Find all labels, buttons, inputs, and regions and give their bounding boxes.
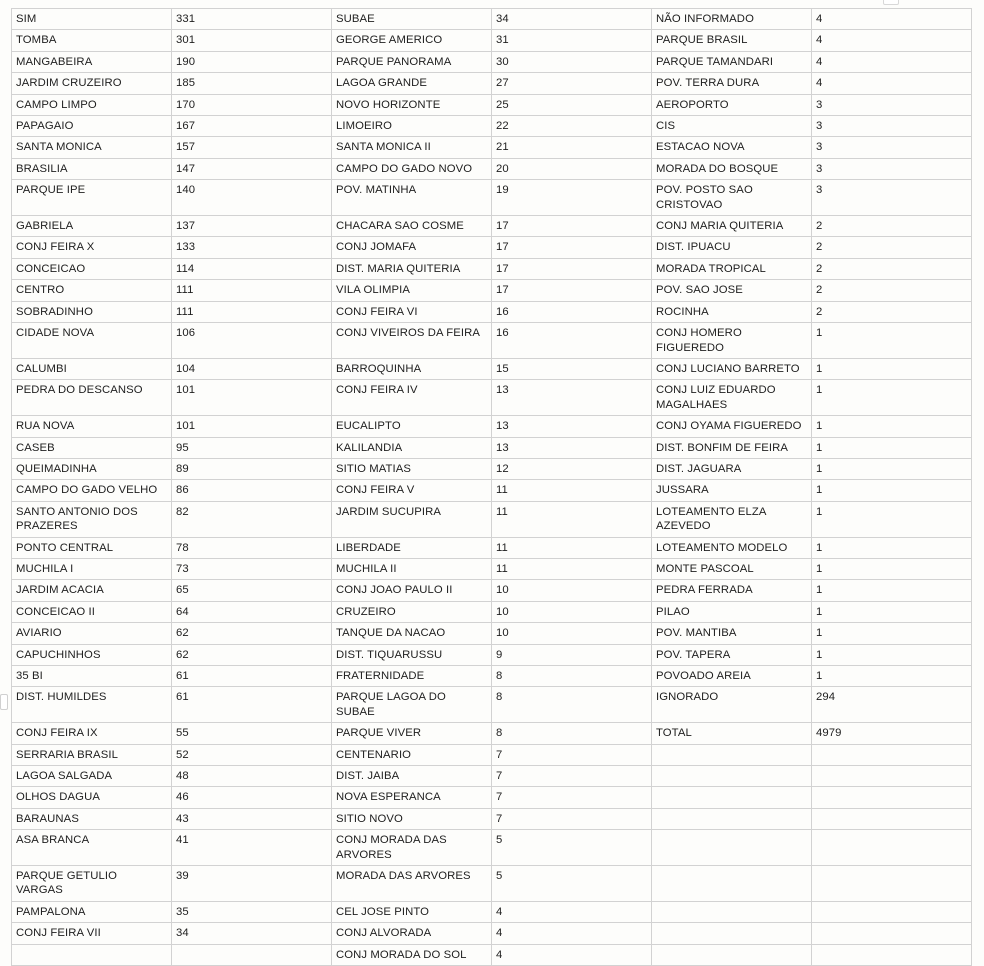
count-cell: 73 [172, 558, 332, 579]
table-row [12, 623, 972, 644]
count-cell: 20 [492, 158, 652, 179]
table-row [12, 666, 972, 687]
count-cell [812, 923, 972, 944]
neighborhood-cell: PARQUE GETULIO VARGAS [12, 866, 172, 902]
neighborhood-cell: CONJ VIVEIROS DA FEIRA [332, 323, 492, 359]
count-cell: 61 [172, 666, 332, 687]
neighborhood-cell: ESTACAO NOVA [652, 137, 812, 158]
neighborhood-cell: PARQUE BRASIL [652, 30, 812, 51]
table-row [12, 73, 972, 94]
count-cell: 170 [172, 94, 332, 115]
count-cell: 62 [172, 644, 332, 665]
neighborhood-cell [652, 808, 812, 829]
table-row [12, 501, 972, 537]
neighborhood-cell: CONJ MORADA DAS ARVORES [332, 830, 492, 866]
neighborhood-cell: TOMBA [12, 30, 172, 51]
count-cell: 31 [492, 30, 652, 51]
count-cell: 15 [492, 358, 652, 379]
count-cell [812, 808, 972, 829]
neighborhood-cell: CONCEICAO II [12, 601, 172, 622]
neighborhood-cell: DIST. JAIBA [332, 766, 492, 787]
count-cell: 55 [172, 723, 332, 744]
count-cell [812, 766, 972, 787]
count-cell: 133 [172, 237, 332, 258]
neighborhood-cell: SANTO ANTONIO DOS PRAZERES [12, 501, 172, 537]
neighborhood-cell: CAMPO DO GADO VELHO [12, 480, 172, 501]
table-row [12, 537, 972, 558]
table-row [12, 94, 972, 115]
count-cell: 82 [172, 501, 332, 537]
count-cell: 10 [492, 580, 652, 601]
neighborhood-cell: DIST. IPUACU [652, 237, 812, 258]
neighborhood-cell: MORADA TROPICAL [652, 258, 812, 279]
count-cell: 2 [812, 280, 972, 301]
neighborhood-cell: DIST. BONFIM DE FEIRA [652, 437, 812, 458]
count-cell: 114 [172, 258, 332, 279]
neighborhood-cell: IGNORADO [652, 687, 812, 723]
count-cell: 52 [172, 744, 332, 765]
count-cell: 1 [812, 558, 972, 579]
count-cell: 1 [812, 666, 972, 687]
table-row [12, 808, 972, 829]
neighborhood-cell: CONJ FEIRA V [332, 480, 492, 501]
neighborhood-cell: MANGABEIRA [12, 51, 172, 72]
neighborhood-cell: MONTE PASCOAL [652, 558, 812, 579]
neighborhood-cell: BARROQUINHA [332, 358, 492, 379]
neighborhood-cell: DIST. MARIA QUITERIA [332, 258, 492, 279]
neighborhood-cell: CONJ FEIRA IV [332, 380, 492, 416]
neighborhood-cell: SOBRADINHO [12, 301, 172, 322]
neighborhood-cell: SITIO MATIAS [332, 458, 492, 479]
table-row [12, 116, 972, 137]
neighborhood-cell: RUA NOVA [12, 416, 172, 437]
count-cell: 1 [812, 623, 972, 644]
count-cell: 11 [492, 480, 652, 501]
neighborhood-cell: LOTEAMENTO MODELO [652, 537, 812, 558]
table-row [12, 380, 972, 416]
count-cell: 95 [172, 437, 332, 458]
count-cell: 167 [172, 116, 332, 137]
count-cell: 331 [172, 9, 332, 30]
neighborhood-cell [652, 766, 812, 787]
count-cell: 3 [812, 180, 972, 216]
neighborhood-cell: SIM [12, 9, 172, 30]
neighborhood-cell: SANTA MONICA II [332, 137, 492, 158]
count-cell: 4 [492, 944, 652, 965]
count-cell: 8 [492, 687, 652, 723]
count-cell: 101 [172, 380, 332, 416]
count-cell: 34 [172, 923, 332, 944]
neighborhood-cell: DIST. TIQUARUSSU [332, 644, 492, 665]
count-cell: 1 [812, 458, 972, 479]
neighborhood-cell: LIMOEIRO [332, 116, 492, 137]
neighborhood-cell: AVIARIO [12, 623, 172, 644]
count-cell: 65 [172, 580, 332, 601]
count-cell: 157 [172, 137, 332, 158]
neighborhood-cell: PARQUE VIVER [332, 723, 492, 744]
table-row [12, 944, 972, 965]
count-cell: 30 [492, 51, 652, 72]
count-cell: 39 [172, 866, 332, 902]
count-cell: 185 [172, 73, 332, 94]
count-cell: 7 [492, 744, 652, 765]
table-row [12, 787, 972, 808]
table-row [12, 866, 972, 902]
neighborhood-cell: CIDADE NOVA [12, 323, 172, 359]
neighborhood-cell: CONJ FEIRA VII [12, 923, 172, 944]
table-row [12, 323, 972, 359]
table-row [12, 216, 972, 237]
neighborhood-cell: PARQUE LAGOA DO SUBAE [332, 687, 492, 723]
table-row [12, 280, 972, 301]
neighborhood-cell [12, 944, 172, 965]
neighborhood-cell: CEL JOSE PINTO [332, 901, 492, 922]
neighborhood-cell: DIST. JAGUARA [652, 458, 812, 479]
count-cell: 12 [492, 458, 652, 479]
table-row [12, 437, 972, 458]
count-cell: 4 [812, 9, 972, 30]
neighborhood-cell: BRASILIA [12, 158, 172, 179]
count-cell: 13 [492, 380, 652, 416]
neighborhood-cell: JARDIM ACACIA [12, 580, 172, 601]
neighborhood-cell: TANQUE DA NACAO [332, 623, 492, 644]
count-cell: 2 [812, 237, 972, 258]
count-cell: 25 [492, 94, 652, 115]
count-cell [812, 830, 972, 866]
table-row [12, 558, 972, 579]
neighborhood-cell: CENTRO [12, 280, 172, 301]
count-cell: 3 [812, 137, 972, 158]
count-cell: 106 [172, 323, 332, 359]
neighborhood-cell: CAPUCHINHOS [12, 644, 172, 665]
neighborhood-cell: POV. MANTIBA [652, 623, 812, 644]
neighborhood-cell: NÃO INFORMADO [652, 9, 812, 30]
table-row [12, 30, 972, 51]
neighborhood-cell: MORADA DAS ARVORES [332, 866, 492, 902]
count-cell: 1 [812, 501, 972, 537]
count-cell: 1 [812, 480, 972, 501]
neighborhood-cell: LAGOA GRANDE [332, 73, 492, 94]
neighborhood-cell: SERRARIA BRASIL [12, 744, 172, 765]
count-cell: 41 [172, 830, 332, 866]
count-cell: 78 [172, 537, 332, 558]
neighborhood-cell: LAGOA SALGADA [12, 766, 172, 787]
count-cell: 17 [492, 237, 652, 258]
neighborhood-cell: CIS [652, 116, 812, 137]
neighborhood-cell [652, 866, 812, 902]
count-cell: 294 [812, 687, 972, 723]
neighborhood-cell: QUEIMADINHA [12, 458, 172, 479]
count-cell: 7 [492, 787, 652, 808]
neighborhood-cell: ASA BRANCA [12, 830, 172, 866]
count-cell: 4 [812, 51, 972, 72]
neighborhood-cell: PARQUE TAMANDARI [652, 51, 812, 72]
neighborhood-cell: PEDRA FERRADA [652, 580, 812, 601]
neighborhood-cell: MUCHILA II [332, 558, 492, 579]
count-cell: 19 [492, 180, 652, 216]
neighborhood-cell: GEORGE AMERICO [332, 30, 492, 51]
count-cell: 10 [492, 601, 652, 622]
count-cell: 1 [812, 601, 972, 622]
count-cell: 111 [172, 280, 332, 301]
neighborhood-cell: CONJ HOMERO FIGUEREDO [652, 323, 812, 359]
count-cell: 43 [172, 808, 332, 829]
table-row [12, 580, 972, 601]
count-cell: 34 [492, 9, 652, 30]
count-cell: 27 [492, 73, 652, 94]
table-body [12, 9, 972, 966]
count-cell: 64 [172, 601, 332, 622]
count-cell: 13 [492, 437, 652, 458]
count-cell: 7 [492, 808, 652, 829]
neighborhood-cell: PARQUE IPE [12, 180, 172, 216]
count-cell: 4 [812, 73, 972, 94]
neighborhood-cell: JARDIM SUCUPIRA [332, 501, 492, 537]
neighborhood-cell: SANTA MONICA [12, 137, 172, 158]
neighborhood-cell: NOVA ESPERANCA [332, 787, 492, 808]
table-row [12, 766, 972, 787]
count-cell: 17 [492, 280, 652, 301]
neighborhood-cell: CRUZEIRO [332, 601, 492, 622]
neighborhood-cell: AEROPORTO [652, 94, 812, 115]
neighborhood-cell: CONJ OYAMA FIGUEREDO [652, 416, 812, 437]
count-cell: 17 [492, 216, 652, 237]
neighborhood-cell: CONJ LUIZ EDUARDO MAGALHAES [652, 380, 812, 416]
table-row [12, 237, 972, 258]
neighborhood-cell: CONJ JOMAFA [332, 237, 492, 258]
count-cell: 22 [492, 116, 652, 137]
count-cell: 10 [492, 623, 652, 644]
count-cell: 4979 [812, 723, 972, 744]
neighborhood-cell: PAPAGAIO [12, 116, 172, 137]
table-row [12, 51, 972, 72]
count-cell [812, 901, 972, 922]
neighborhood-cell: FRATERNIDADE [332, 666, 492, 687]
count-cell: 1 [812, 380, 972, 416]
count-cell: 111 [172, 301, 332, 322]
neighborhood-cell: PEDRA DO DESCANSO [12, 380, 172, 416]
neighborhood-cell: EUCALIPTO [332, 416, 492, 437]
neighborhood-cell: CONJ ALVORADA [332, 923, 492, 944]
count-cell: 3 [812, 116, 972, 137]
table-row [12, 137, 972, 158]
count-cell: 8 [492, 666, 652, 687]
count-cell: 48 [172, 766, 332, 787]
count-cell: 62 [172, 623, 332, 644]
neighborhood-cell: POV. POSTO SAO CRISTOVAO [652, 180, 812, 216]
count-cell: 101 [172, 416, 332, 437]
count-cell: 104 [172, 358, 332, 379]
neighborhood-cell: DIST. HUMILDES [12, 687, 172, 723]
count-cell: 301 [172, 30, 332, 51]
table-row [12, 9, 972, 30]
neighborhood-cell: VILA OLIMPIA [332, 280, 492, 301]
count-cell [812, 744, 972, 765]
neighborhood-cell: LOTEAMENTO ELZA AZEVEDO [652, 501, 812, 537]
table-row [12, 416, 972, 437]
count-cell: 140 [172, 180, 332, 216]
neighborhood-cell [652, 744, 812, 765]
count-cell: 11 [492, 537, 652, 558]
neighborhood-cell: PAMPALONA [12, 901, 172, 922]
neighborhood-cell: POV. TAPERA [652, 644, 812, 665]
count-cell: 13 [492, 416, 652, 437]
count-cell: 2 [812, 301, 972, 322]
neighborhood-cell: 35 BI [12, 666, 172, 687]
neighborhood-cell: JUSSARA [652, 480, 812, 501]
neighborhood-cell: CONJ FEIRA IX [12, 723, 172, 744]
neighborhood-cell: CENTENARIO [332, 744, 492, 765]
neighborhood-cell [652, 923, 812, 944]
table-row [12, 687, 972, 723]
table-row [12, 923, 972, 944]
count-cell: 1 [812, 537, 972, 558]
neighborhood-cell: NOVO HORIZONTE [332, 94, 492, 115]
count-cell: 5 [492, 866, 652, 902]
neighborhood-cell: CONJ MORADA DO SOL [332, 944, 492, 965]
count-cell: 7 [492, 766, 652, 787]
count-cell: 147 [172, 158, 332, 179]
neighborhood-cell: MUCHILA I [12, 558, 172, 579]
neighborhood-cell: POV. MATINHA [332, 180, 492, 216]
neighborhood-cell [652, 830, 812, 866]
count-cell: 16 [492, 301, 652, 322]
neighborhood-cell: PONTO CENTRAL [12, 537, 172, 558]
count-cell: 17 [492, 258, 652, 279]
neighborhood-cell: KALILANDIA [332, 437, 492, 458]
count-cell: 1 [812, 580, 972, 601]
neighborhood-cell: SUBAE [332, 9, 492, 30]
neighborhood-cell: MORADA DO BOSQUE [652, 158, 812, 179]
table-row [12, 358, 972, 379]
count-cell: 11 [492, 501, 652, 537]
neighborhood-cell: GABRIELA [12, 216, 172, 237]
neighborhood-cell: LIBERDADE [332, 537, 492, 558]
neighborhood-cell: CONCEICAO [12, 258, 172, 279]
table-row [12, 180, 972, 216]
count-cell: 8 [492, 723, 652, 744]
count-cell [812, 787, 972, 808]
neighborhood-cell: JARDIM CRUZEIRO [12, 73, 172, 94]
table-row [12, 723, 972, 744]
neighborhood-cell: ROCINHA [652, 301, 812, 322]
neighborhood-cell: PILAO [652, 601, 812, 622]
table-resize-handle[interactable] [883, 0, 899, 5]
table-row [12, 458, 972, 479]
neighborhood-cell: CONJ FEIRA X [12, 237, 172, 258]
neighborhood-cell: PARQUE PANORAMA [332, 51, 492, 72]
neighborhood-cell: CALUMBI [12, 358, 172, 379]
count-cell: 4 [492, 901, 652, 922]
count-cell: 2 [812, 216, 972, 237]
table-row [12, 901, 972, 922]
table-row [12, 158, 972, 179]
count-cell: 35 [172, 901, 332, 922]
neighborhood-cell: POVOADO AREIA [652, 666, 812, 687]
count-cell: 61 [172, 687, 332, 723]
count-cell: 16 [492, 323, 652, 359]
count-cell: 1 [812, 323, 972, 359]
count-cell: 3 [812, 158, 972, 179]
count-cell: 1 [812, 416, 972, 437]
neighborhood-cell: CASEB [12, 437, 172, 458]
table-row [12, 480, 972, 501]
neighborhood-cell [652, 901, 812, 922]
neighborhood-count-table [11, 8, 972, 966]
neighborhood-cell: CHACARA SAO COSME [332, 216, 492, 237]
table-row [12, 830, 972, 866]
neighborhood-cell: SITIO NOVO [332, 808, 492, 829]
count-cell: 46 [172, 787, 332, 808]
count-cell: 4 [812, 30, 972, 51]
count-cell: 9 [492, 644, 652, 665]
count-cell: 1 [812, 437, 972, 458]
neighborhood-cell: CAMPO LIMPO [12, 94, 172, 115]
neighborhood-cell: CONJ LUCIANO BARRETO [652, 358, 812, 379]
neighborhood-cell: CONJ MARIA QUITERIA [652, 216, 812, 237]
neighborhood-cell: POV. TERRA DURA [652, 73, 812, 94]
count-cell: 21 [492, 137, 652, 158]
count-cell [812, 866, 972, 902]
neighborhood-cell: OLHOS DAGUA [12, 787, 172, 808]
count-cell: 2 [812, 258, 972, 279]
table-row [12, 301, 972, 322]
count-cell: 1 [812, 358, 972, 379]
neighborhood-cell [652, 787, 812, 808]
table-row [12, 744, 972, 765]
neighborhood-cell: CONJ FEIRA VI [332, 301, 492, 322]
neighborhood-cell: CAMPO DO GADO NOVO [332, 158, 492, 179]
count-cell: 86 [172, 480, 332, 501]
count-cell: 1 [812, 644, 972, 665]
count-cell: 89 [172, 458, 332, 479]
table-row [12, 258, 972, 279]
neighborhood-cell: BARAUNAS [12, 808, 172, 829]
row-drag-handle[interactable] [0, 694, 8, 710]
count-cell: 4 [492, 923, 652, 944]
count-cell: 137 [172, 216, 332, 237]
table-row [12, 644, 972, 665]
count-cell: 190 [172, 51, 332, 72]
neighborhood-cell: CONJ JOAO PAULO II [332, 580, 492, 601]
neighborhood-cell [652, 944, 812, 965]
count-cell: 5 [492, 830, 652, 866]
count-cell: 11 [492, 558, 652, 579]
count-cell [812, 944, 972, 965]
neighborhood-cell: POV. SAO JOSE [652, 280, 812, 301]
count-cell [172, 944, 332, 965]
table-row [12, 601, 972, 622]
count-cell: 3 [812, 94, 972, 115]
neighborhood-cell: TOTAL [652, 723, 812, 744]
